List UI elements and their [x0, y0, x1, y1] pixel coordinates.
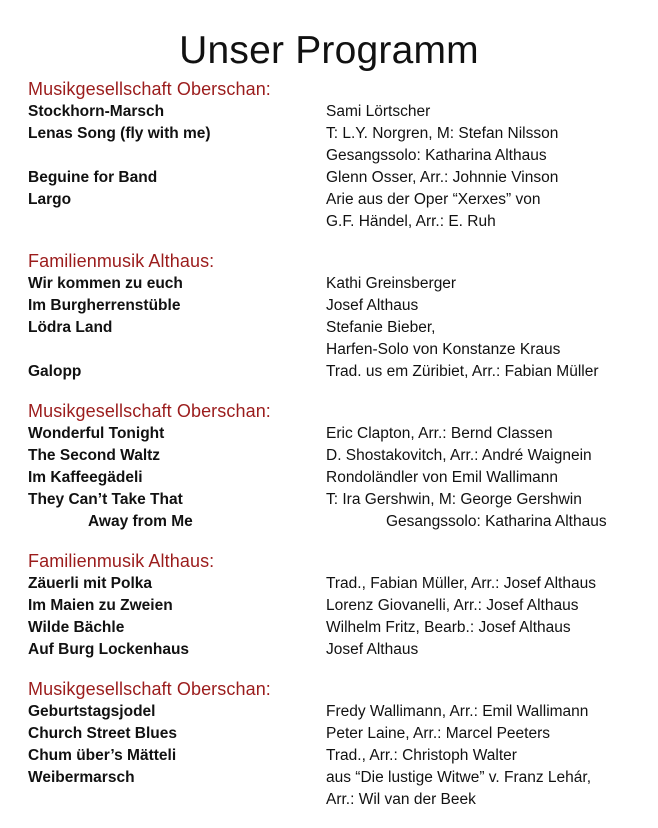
piece-title: Im Kaffeegädeli: [28, 469, 143, 486]
piece-title: Wonderful Tonight: [28, 425, 165, 442]
program-row: [28, 317, 653, 339]
program-row: [28, 767, 653, 789]
piece-title: The Second Waltz: [28, 447, 161, 464]
page-title: Unser Programm: [179, 29, 479, 73]
piece-credit: D. Shostakovitch, Arr.: André Waignein: [326, 447, 592, 464]
program-row: [28, 467, 653, 489]
program-row: [28, 745, 653, 767]
program-row: [28, 617, 653, 639]
piece-credit: Rondoländler von Emil Wallimann: [326, 469, 559, 486]
piece-title: Lenas Song (fly with me): [28, 125, 211, 142]
piece-credit: Arie aus der Oper “Xerxes” von: [326, 191, 541, 208]
program-section: [28, 400, 653, 533]
piece-title: Away from Me: [88, 513, 193, 530]
program-row: [28, 639, 653, 661]
piece-title: Auf Burg Lockenhaus: [28, 641, 190, 658]
program-row: [28, 167, 653, 189]
piece-credit: Stefanie Bieber,: [326, 319, 436, 336]
section-heading: Musikgesellschaft Oberschan:: [28, 679, 271, 699]
piece-credit: Wilhelm Fritz, Bearb.: Josef Althaus: [326, 619, 571, 636]
piece-title: Beguine for Band: [28, 169, 158, 186]
program-row: [28, 573, 653, 595]
program-section: [28, 250, 653, 383]
program-row: [28, 295, 653, 317]
section-heading: Musikgesellschaft Oberschan:: [28, 401, 271, 421]
program-row: [28, 489, 653, 511]
piece-credit: G.F. Händel, Arr.: E. Ruh: [326, 213, 496, 230]
program-row: [28, 701, 653, 723]
piece-title: Lödra Land: [28, 319, 113, 336]
piece-title: [28, 789, 326, 811]
piece-title: [28, 211, 326, 233]
piece-credit: Gesangssolo: Katharina Althaus: [326, 147, 547, 164]
section-heading: Familienmusik Althaus:: [28, 251, 215, 271]
piece-credit: aus “Die lustige Witwe” v. Franz Lehár,: [326, 769, 592, 786]
program-row: [28, 595, 653, 617]
piece-credit: Fredy Wallimann, Arr.: Emil Wallimann: [326, 703, 589, 720]
piece-credit: T: L.Y. Norgren, M: Stefan Nilsson: [326, 125, 559, 142]
piece-credit: Sami Lörtscher: [326, 103, 431, 120]
piece-credit: Eric Clapton, Arr.: Bernd Classen: [326, 425, 553, 442]
piece-credit: Trad. us em Züribiet, Arr.: Fabian Müller: [326, 363, 599, 380]
piece-credit: Josef Althaus: [326, 297, 419, 314]
piece-credit: Trad., Arr.: Christoph Walter: [326, 747, 517, 764]
program-row: [28, 145, 653, 167]
piece-credit: Josef Althaus: [326, 641, 419, 658]
program-row: [28, 339, 653, 361]
section-heading: Familienmusik Althaus:: [28, 551, 215, 571]
program-row: [28, 511, 653, 533]
piece-credit: Arr.: Wil van der Beek: [326, 791, 476, 808]
piece-credit: Harfen-Solo von Konstanze Kraus: [326, 341, 561, 358]
program-section: [28, 78, 653, 233]
piece-title: Zäuerli mit Polka: [28, 575, 153, 592]
program-list: [28, 78, 653, 828]
program-row: [28, 211, 653, 233]
piece-credit: Peter Laine, Arr.: Marcel Peeters: [326, 725, 550, 742]
section-heading: Musikgesellschaft Oberschan:: [28, 79, 271, 99]
piece-title: Im Maien zu Zweien: [28, 597, 173, 614]
program-row: [28, 789, 653, 811]
program-row: [28, 423, 653, 445]
piece-title: Wilde Bächle: [28, 619, 125, 636]
piece-title: [28, 339, 326, 361]
piece-title: Church Street Blues: [28, 725, 178, 742]
piece-credit: Trad., Fabian Müller, Arr.: Josef Althaus: [326, 575, 596, 592]
piece-credit: Glenn Osser, Arr.: Johnnie Vinson: [326, 169, 559, 186]
program-row: [28, 723, 653, 745]
program-row: [28, 189, 653, 211]
piece-title: [28, 145, 326, 167]
piece-title: Wir kommen zu euch: [28, 275, 183, 292]
piece-credit: Gesangssolo: Katharina Althaus: [386, 513, 607, 530]
piece-title: Stockhorn-Marsch: [28, 103, 165, 120]
piece-title: Galopp: [28, 363, 82, 380]
piece-title: Im Burgherrenstüble: [28, 297, 181, 314]
piece-credit: Kathi Greinsberger: [326, 275, 457, 292]
program-row: [28, 123, 653, 145]
piece-credit: Lorenz Giovanelli, Arr.: Josef Althaus: [326, 597, 579, 614]
piece-title: Geburtstagsjodel: [28, 703, 156, 720]
piece-credit: T: Ira Gershwin, M: George Gershwin: [326, 491, 582, 508]
program-row: [28, 361, 653, 383]
program-section: [28, 550, 653, 661]
piece-title: They Can’t Take That: [28, 491, 183, 508]
program-row: [28, 101, 653, 123]
program-row: [28, 273, 653, 295]
piece-title: Largo: [28, 191, 72, 208]
piece-title: Weibermarsch: [28, 769, 135, 786]
piece-title: Chum über’s Mätteli: [28, 747, 177, 764]
program-row: [28, 445, 653, 467]
program-section: [28, 678, 653, 811]
